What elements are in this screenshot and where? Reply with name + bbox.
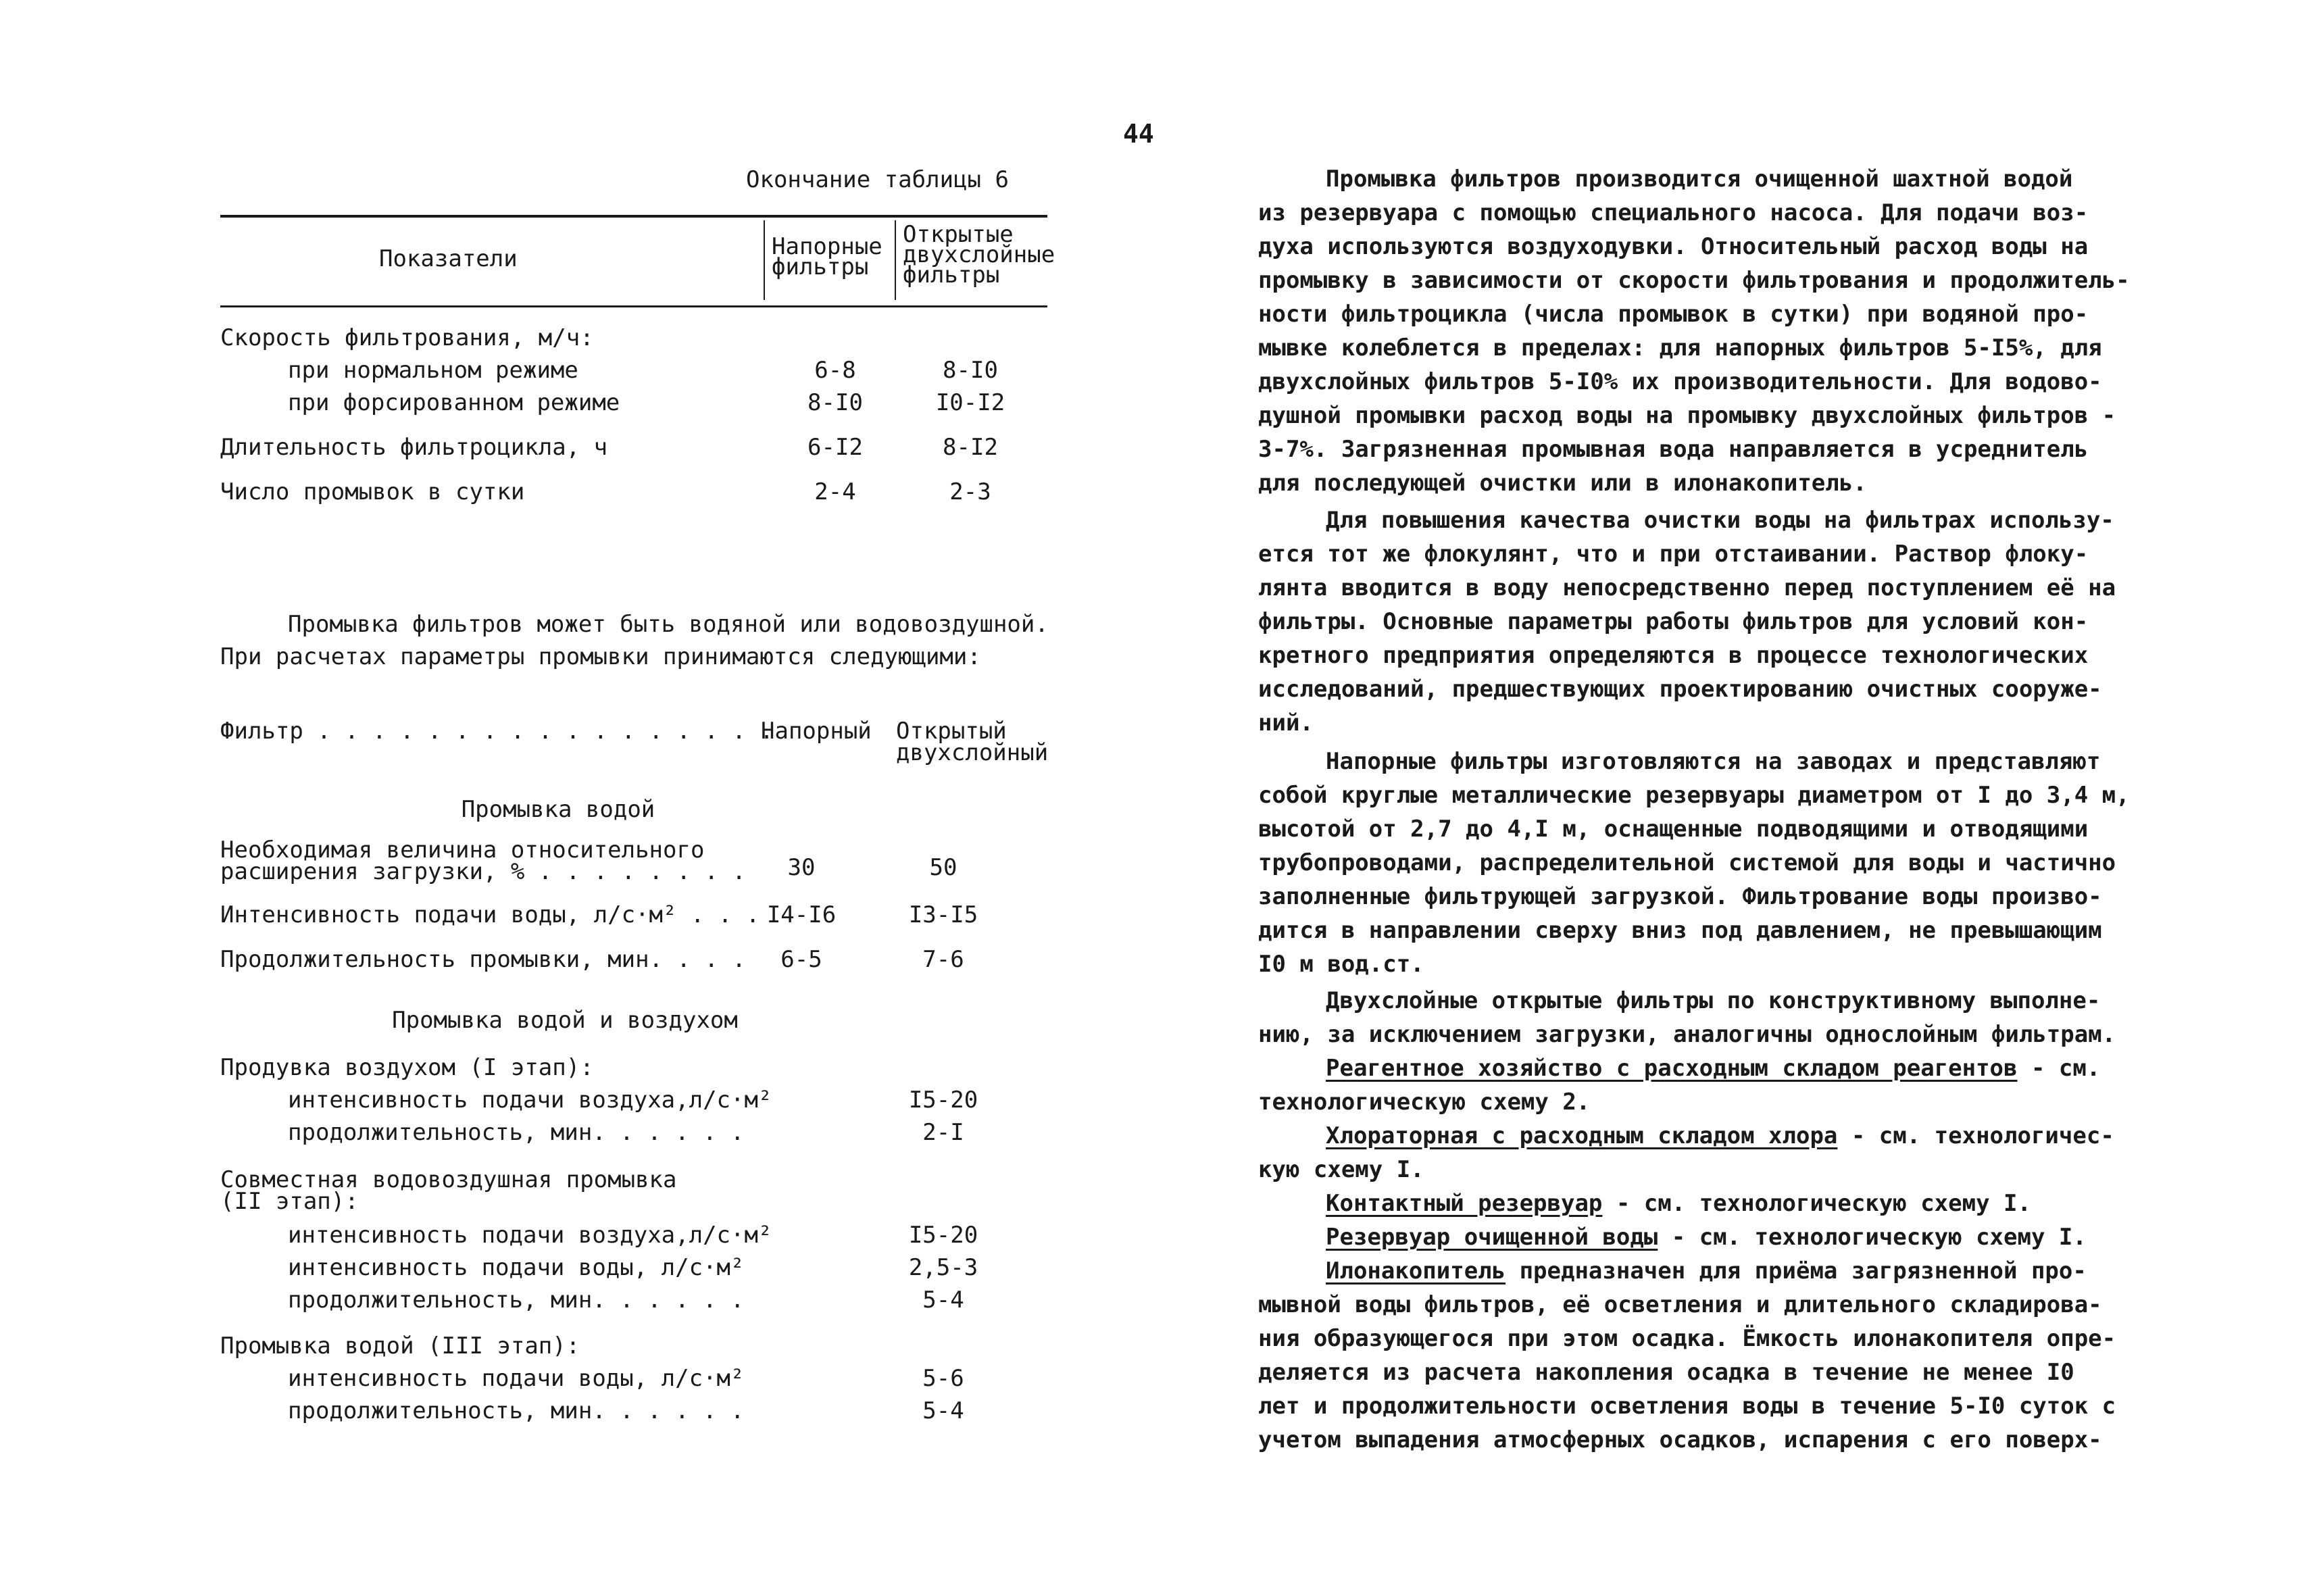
stage2-title [220, 1166, 1058, 1216]
water-row [220, 945, 1058, 974]
header-open-line: фильтры [903, 261, 1000, 289]
text-line: дится в направлении сверху вниз под давлением, не превышающим [1258, 917, 2102, 944]
table-row [220, 477, 1058, 507]
stage2-row [220, 1285, 1058, 1315]
header-open-filters [903, 221, 1055, 289]
text-line: 3-7%. Загрязненная промывная вода направляется в усреднитель [1258, 436, 2089, 463]
stage-row-value: I5-20 [908, 1222, 978, 1249]
stage-row-label: интенсивность подачи воды, л/с·м² [288, 1365, 745, 1392]
filter-type-row [220, 716, 1058, 770]
sludge-line [1326, 1254, 2087, 1288]
row-value-open: 8-I0 [943, 357, 998, 384]
water-row [220, 838, 1058, 892]
header-pressure-line: Напорные [772, 233, 882, 260]
text-line: Промывка фильтров производится очищенной шахтной водой [1326, 166, 2073, 193]
page-number: 44 [1123, 119, 1154, 149]
stage3-title [220, 1331, 1058, 1361]
text-line: Напорные фильтры изготовляются на заводах и представляют [1326, 748, 2101, 775]
contact-ref: - см. технологическую схему I. [1602, 1190, 2031, 1217]
text-line: высотой от 2,7 до 4,I м, оснащенные подводящими и отводящими [1258, 816, 2089, 843]
text-line: из резервуара с помощью специального насоса. Для подачи воз- [1258, 199, 2089, 226]
text-line: трубопроводами, распределительной системой для воды и частично [1258, 849, 2116, 876]
contact-line [1326, 1187, 2031, 1220]
row-value-open: I0-I2 [935, 389, 1005, 416]
table-row [220, 355, 1058, 385]
row-value-open: 8-I2 [943, 434, 998, 461]
text-line: деляется из расчета накопления осадка в течение не менее I0 [1258, 1359, 2074, 1386]
reagent-ref: - см. [2017, 1055, 2101, 1082]
water-row-label-line: расширения загрузки, % . . . . . . . . [220, 858, 746, 885]
stage-row-value: 2,5-3 [908, 1254, 978, 1281]
stage-row-label: продолжительность, мин. . . . . . [288, 1287, 745, 1314]
row-label: Скорость фильтрования, м/ч: [220, 324, 594, 351]
table-header-rule [220, 305, 1047, 307]
row-label: Длительность фильтроцикла, ч [220, 434, 608, 461]
stage-title [220, 1166, 677, 1215]
water-row-pressure: 30 [787, 854, 816, 881]
stage-row-label: продолжительность, мин. . . . . . [288, 1397, 745, 1424]
text-line: духа используются воздуходувки. Относительный расход воды на [1258, 233, 2089, 260]
filter-open [896, 720, 1048, 764]
text-line: лет и продолжительности осветления воды в течение 5-I0 суток с [1258, 1393, 2116, 1420]
water-row-open: 7-6 [922, 946, 964, 973]
chlorine-heading: Хлораторная с расходным складом хлора [1326, 1122, 1838, 1149]
water-row-label: Продолжительность промывки, мин. . . . [220, 946, 746, 973]
row-label: при форсированном режиме [288, 389, 620, 416]
chlorine-ref: - см. технологичес- [1837, 1122, 2114, 1149]
text-line: ний. [1258, 709, 1314, 737]
header-pressure-line: фильтры [772, 253, 869, 280]
clean-heading: Резервуар очищенной воды [1326, 1224, 1658, 1251]
row-label: при нормальном режиме [288, 357, 578, 384]
table-col-divider-1 [764, 220, 765, 300]
text-line: I0 м вод.ст. [1258, 951, 1424, 978]
text-line: нию, за исключением загрузки, аналогичны однослойным фильтрам. [1258, 1021, 2116, 1048]
text-line: для последующей очистки или в илонакопитель. [1258, 470, 1867, 497]
text-line: двухслойных фильтров 5-I0% их производительности. Для водово- [1258, 368, 2102, 395]
text-line: технологическую схему 2. [1258, 1089, 1591, 1116]
chlorine-line [1326, 1119, 2114, 1153]
filter-label: Фильтр . . . . . . . . . . . . . . . . . [220, 718, 774, 745]
water-row-pressure: 6-5 [780, 946, 822, 973]
clean-line [1326, 1220, 2087, 1254]
water-row-pressure: I4-I6 [766, 901, 837, 928]
reagent-heading: Реагентное хозяйство с расходным складом реагентов [1326, 1055, 2018, 1082]
filter-open-line: двухслойный [896, 739, 1049, 766]
text-line: мывке колеблется в пределах: для напорных фильтров 5-I5%, для [1258, 334, 2102, 361]
header-indicator: Показатели [379, 245, 518, 272]
water-row [220, 900, 1058, 930]
stage-row-value: 2-I [922, 1119, 964, 1146]
stage-row-label: интенсивность подачи воздуха,л/с·м² [288, 1087, 772, 1114]
table-col-divider-2 [895, 220, 896, 300]
text-line: лянта вводится в воду непосредственно перед поступлением её на [1258, 574, 2116, 601]
reagent-line [1326, 1051, 2100, 1085]
stage-row-label: продолжительность, мин. . . . . . [288, 1119, 745, 1146]
filter-open-line: Открытый [896, 718, 1007, 745]
stage-title-line: Совместная водовоздушная промывка [220, 1166, 677, 1193]
stage-row-value: I5-20 [908, 1087, 978, 1114]
stage-title: Продувка воздухом (I этап): [220, 1054, 594, 1081]
text-line: собой круглые металлические резервуары диаметром от I до 3,4 м, [1258, 782, 2130, 809]
table-top-rule [220, 215, 1047, 218]
stage-row-label: интенсивность подачи воды, л/с·м² [288, 1254, 745, 1281]
text-line: ется тот же флокулянт, что и при отстаивании. Раствор флоку- [1258, 541, 2089, 568]
filter-pressure: Напорный [761, 718, 872, 745]
row-value-pressure: 6-I2 [807, 434, 863, 461]
stage-title-line: (II этап): [220, 1188, 359, 1215]
stage1-row [220, 1085, 1058, 1115]
text-line: промывку в зависимости от скорости фильтрования и продолжитель- [1258, 267, 2130, 294]
row-label: Число промывок в сутки [220, 478, 525, 505]
stage-row-label: интенсивность подачи воздуха,л/с·м² [288, 1222, 772, 1249]
header-pressure-filters [772, 233, 882, 280]
table-row [220, 388, 1058, 418]
stage3-row [220, 1396, 1058, 1426]
stage-row-value: 5-6 [922, 1365, 964, 1392]
water-row-open: I3-I5 [908, 901, 978, 928]
text-line: ности фильтроцикла (числа промывок в сутки) при водяной про- [1258, 301, 2089, 328]
air-wash-title: Промывка водой и воздухом [392, 1007, 738, 1034]
stage-row-value: 5-4 [922, 1397, 964, 1424]
row-value-open: 2-3 [949, 478, 991, 505]
water-wash-title: Промывка водой [461, 796, 655, 823]
text-line: кретного предприятия определяются в процессе технологических [1258, 642, 2089, 669]
header-open-line: Открытые [903, 221, 1014, 248]
text-line: ния образующегося при этом осадка. Ёмкость илонакопителя опре- [1258, 1325, 2116, 1352]
water-row-label: Интенсивность подачи воды, л/с·м² . . . [220, 901, 760, 928]
stage-title: Промывка водой (III этап): [220, 1332, 580, 1360]
text-line: Двухслойные открытые фильтры по конструктивному выполне- [1326, 987, 2101, 1014]
sludge-heading: Илонакопитель [1326, 1257, 1506, 1285]
table-row [220, 323, 1058, 353]
water-row-label-line: Необходимая величина относительного [220, 837, 705, 864]
header-open-line: двухслойные [903, 241, 1055, 268]
stage2-row [220, 1220, 1058, 1250]
row-value-pressure: 6-8 [814, 357, 856, 384]
wash-intro [220, 608, 1058, 673]
row-value-pressure: 2-4 [814, 478, 856, 505]
text-line: Для повышения качества очистки воды на фильтрах использу- [1326, 507, 2114, 534]
text-line: заполненные фильтрующей загрузкой. Фильтрование воды произво- [1258, 883, 2102, 910]
stage-row-value: 5-4 [922, 1287, 964, 1314]
stage2-row [220, 1253, 1058, 1282]
sludge-ref: предназначен для приёма загрязненной про- [1505, 1257, 2087, 1285]
stage3-row [220, 1364, 1058, 1393]
stage1-row [220, 1118, 1058, 1147]
table-title: Окончание таблицы 6 [746, 166, 1009, 193]
text-line: фильтры. Основные параметры работы фильтров для условий кон- [1258, 608, 2089, 635]
text-line: мывной воды фильтров, её осветления и длительного складирова- [1258, 1291, 2102, 1318]
table-row [220, 432, 1058, 462]
row-value-pressure: 8-I0 [807, 389, 863, 416]
stage1-title [220, 1053, 1058, 1082]
wash-intro-line: Промывка фильтров может быть водяной или водовоздушной. [288, 611, 1049, 638]
text-line: учетом выпадения атмосферных осадков, испарения с его поверх- [1258, 1426, 2102, 1453]
water-row-open: 50 [929, 854, 957, 881]
text-line: исследований, предшествующих проектированию очистных сооруже- [1258, 676, 2102, 703]
water-row-label [220, 837, 746, 885]
wash-intro-line: При расчетах параметры промывки принимаются следующими: [220, 643, 981, 670]
text-line: кую схему I. [1258, 1156, 1424, 1183]
text-line: душной промывки расход воды на промывку двухслойных фильтров - [1258, 402, 2116, 429]
contact-heading: Контактный резервуар [1326, 1190, 1603, 1217]
clean-ref: - см. технологическую схему I. [1658, 1224, 2087, 1251]
